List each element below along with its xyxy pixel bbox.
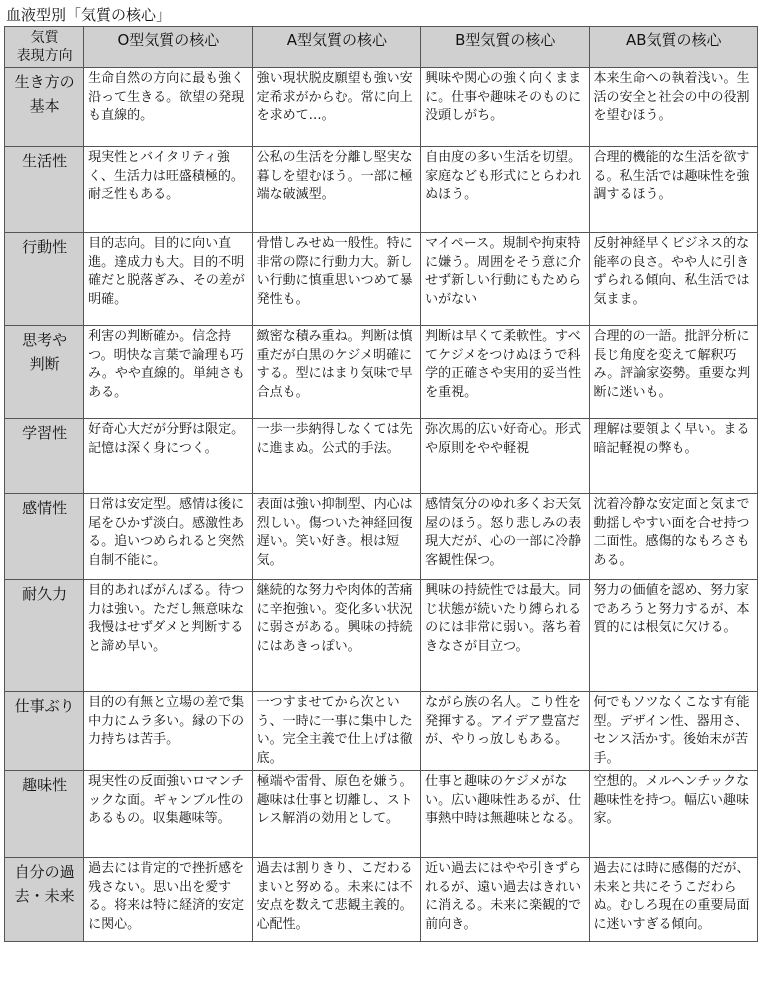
table-cell: 自由度の多い生活を切望。家庭なども形式にとらわれぬほう。	[421, 147, 589, 233]
table-row	[5, 771, 758, 858]
table-cell: ながら族の名人。こり性を発揮する。アイデア豊富だが、やりっ放しもある。	[421, 692, 589, 771]
row-header-line: 学習性	[22, 424, 68, 442]
table-cell: 仕事と趣味のケジメがない。広い趣味性あるが、仕事熱中時は無趣味となる。	[421, 771, 589, 858]
table-cell: 何でもソツなくこなす有能型。デザイン性、器用さ、センス活かす。後始末が苦手。	[589, 692, 757, 771]
temperament-table	[4, 26, 758, 942]
column-header-b: B型気質の核心	[421, 27, 589, 68]
column-header-ab: AB気質の核心	[589, 27, 757, 68]
table-cell: 好奇心大だが分野は限定。記憶は深く身につく。	[84, 419, 252, 494]
row-header	[5, 147, 84, 233]
table-cell: 過去には時に感傷的だが、未来と共にそうこだわらぬ。むしろ現在の重要局面に迷いすぎる傾向。	[589, 858, 757, 942]
row-header-line: 仕事ぶり	[14, 697, 75, 715]
corner-line: 気質	[30, 30, 59, 46]
row-header	[5, 419, 84, 494]
table-body	[5, 68, 758, 942]
table-cell: 骨惜しみせぬ一般性。特に非常の際に行動力大。新しい行動に慎重思いつめて暴発性も。	[252, 233, 420, 326]
table-cell: 現実性の反面強いロマンチックな面。ギャンブル性のあるもの。収集趣味等。	[84, 771, 252, 858]
table-cell: 強い現状脱皮願望も強い安定希求がからむ。常に向上を求めて…。	[252, 68, 420, 147]
row-header-line: 思考や	[22, 331, 68, 349]
column-header-o: O型気質の核心	[84, 27, 252, 68]
table-row	[5, 68, 758, 147]
row-header-line: 基本	[29, 97, 60, 115]
table-cell: 興味や関心の強く向くままに。仕事や趣味そのものに没頭しがち。	[421, 68, 589, 147]
table-cell: 本来生命への執着浅い。生活の安全と社会の中の役割を望むほう。	[589, 68, 757, 147]
table-cell: 近い過去にはやや引きずられるが、遠い過去はきれいに消える。未来に楽観的で前向き。	[421, 858, 589, 942]
row-header	[5, 494, 84, 580]
row-header	[5, 68, 84, 147]
table-cell: マイペース。規制や拘束特に嫌う。周囲をそう意に介せず新しい行動にもためらいがない	[421, 233, 589, 326]
table-cell: 過去は割りきり、こだわるまいと努める。未来には不安点を数えて悲観主義的。心配性。	[252, 858, 420, 942]
table-cell: 合理的機能的な生活を欲する。私生活では趣味性を強調するほう。	[589, 147, 757, 233]
column-header-a: A型気質の核心	[252, 27, 420, 68]
table-row	[5, 692, 758, 771]
row-header	[5, 771, 84, 858]
row-header-line: 去・未来	[14, 887, 75, 905]
row-header-line: 感情性	[22, 499, 68, 517]
table-cell: 利害の判断確か。信念持つ。明快な言葉で論理も巧み。やや直線的。単純さもある。	[84, 326, 252, 419]
table-cell: 日常は安定型。感情は後に尾をひかず淡白。感激性ある。追いつめられると突然自制不能に。	[84, 494, 252, 580]
table-row	[5, 580, 758, 692]
row-header-line: 趣味性	[22, 776, 68, 794]
table-cell: 目的あればがんばる。待つ力は強い。ただし無意味な我慢はせずダメと判断すると諦め早い。	[84, 580, 252, 692]
row-header-line: 行動性	[22, 238, 68, 256]
row-header-line: 生活性	[22, 152, 68, 170]
table-row	[5, 326, 758, 419]
table-row	[5, 233, 758, 326]
table-cell: 判断は早くて柔軟性。すべてケジメをつけぬほうで科学的正確さや実用的妥当性を重視。	[421, 326, 589, 419]
table-cell: 弥次馬的広い好奇心。形式や原則をやや軽視	[421, 419, 589, 494]
table-row	[5, 419, 758, 494]
document-title: 血液型別「気質の核心」	[6, 6, 172, 24]
table-cell: 表面は強い抑制型、内心は烈しい。傷ついた神経回復遅い。笑い好き。根は短気。	[252, 494, 420, 580]
header-row	[5, 27, 758, 68]
table-cell: 目的の有無と立場の差で集中力にムラ多い。縁の下の力持ちは苦手。	[84, 692, 252, 771]
table-cell: 感情気分のゆれ多くお天気屋のほう。怒り悲しみの表現大だが、心の一部に冷静客観性保つ。	[421, 494, 589, 580]
table-cell: 空想的。メルヘンチックな趣味性を持つ。幅広い趣味家。	[589, 771, 757, 858]
table-cell: 努力の価値を認め、努力家であろうと努力するが、本質的には根気に欠ける。	[589, 580, 757, 692]
table-cell: 反射神経早くビジネス的な能率の良さ。やや人に引きずられる傾向、私生活では気まま。	[589, 233, 757, 326]
table-cell: 興味の持続性では最大。同じ状態が続いたり縛られるのには非常に弱い。落ち着きなさが目立つ。	[421, 580, 589, 692]
row-header	[5, 580, 84, 692]
table-row	[5, 494, 758, 580]
table-cell: 現実性とバイタリティ強く、生活力は旺盛積極的。耐乏性もある。	[84, 147, 252, 233]
table-row	[5, 858, 758, 942]
row-header	[5, 858, 84, 942]
table-cell: 一歩一歩納得しなくては先に進まぬ。公式的手法。	[252, 419, 420, 494]
table-cell: 緻密な積み重ね。判断は慎重だが白黒のケジメ明確にする。型にはまり気味で早合点も。	[252, 326, 420, 419]
table-row	[5, 147, 758, 233]
row-header	[5, 233, 84, 326]
row-header-line: 生き方の	[14, 73, 75, 91]
table-cell: 沈着冷静な安定面と気まで動揺しやすい面を合せ持つ二面性。感傷的なもろさもある。	[589, 494, 757, 580]
row-header	[5, 326, 84, 419]
row-header	[5, 692, 84, 771]
corner-line: 表現方向	[16, 48, 73, 64]
row-header-line: 判断	[29, 355, 60, 373]
table-cell: 継続的な努力や肉体的苦痛に辛抱強い。変化多い状況に弱さがある。興味の持続にはあきっぽい。	[252, 580, 420, 692]
table-cell: 理解は要領よく早い。まる暗記軽視の弊も。	[589, 419, 757, 494]
row-header-line: 自分の過	[14, 863, 75, 881]
table-cell: 公私の生活を分離し堅実な暮しを望むほう。一部に極端な破滅型。	[252, 147, 420, 233]
corner-header	[5, 27, 84, 68]
table-cell: 過去には肯定的で挫折感を残さない。思い出を愛する。将来は特に経済的安定に関心。	[84, 858, 252, 942]
table-cell: 生命自然の方向に最も強く沿って生きる。欲望の発現も直線的。	[84, 68, 252, 147]
table-cell: 目的志向。目的に向い直進。達成力も大。目的不明確だと脱落ぎみ、その差が明確。	[84, 233, 252, 326]
row-header-line: 耐久力	[22, 585, 68, 603]
table-cell: 合理的の一語。批評分析に長じ角度を変えて解釈巧み。評論家姿勢。重要な判断に迷いも。	[589, 326, 757, 419]
table-cell: 極端や雷骨、原色を嫌う。趣味は仕事と切離し、ストレス解消の効用として。	[252, 771, 420, 858]
table-cell: 一つすませてから次という、一時に一事に集中したい。完全主義で仕上げは徹底。	[252, 692, 420, 771]
